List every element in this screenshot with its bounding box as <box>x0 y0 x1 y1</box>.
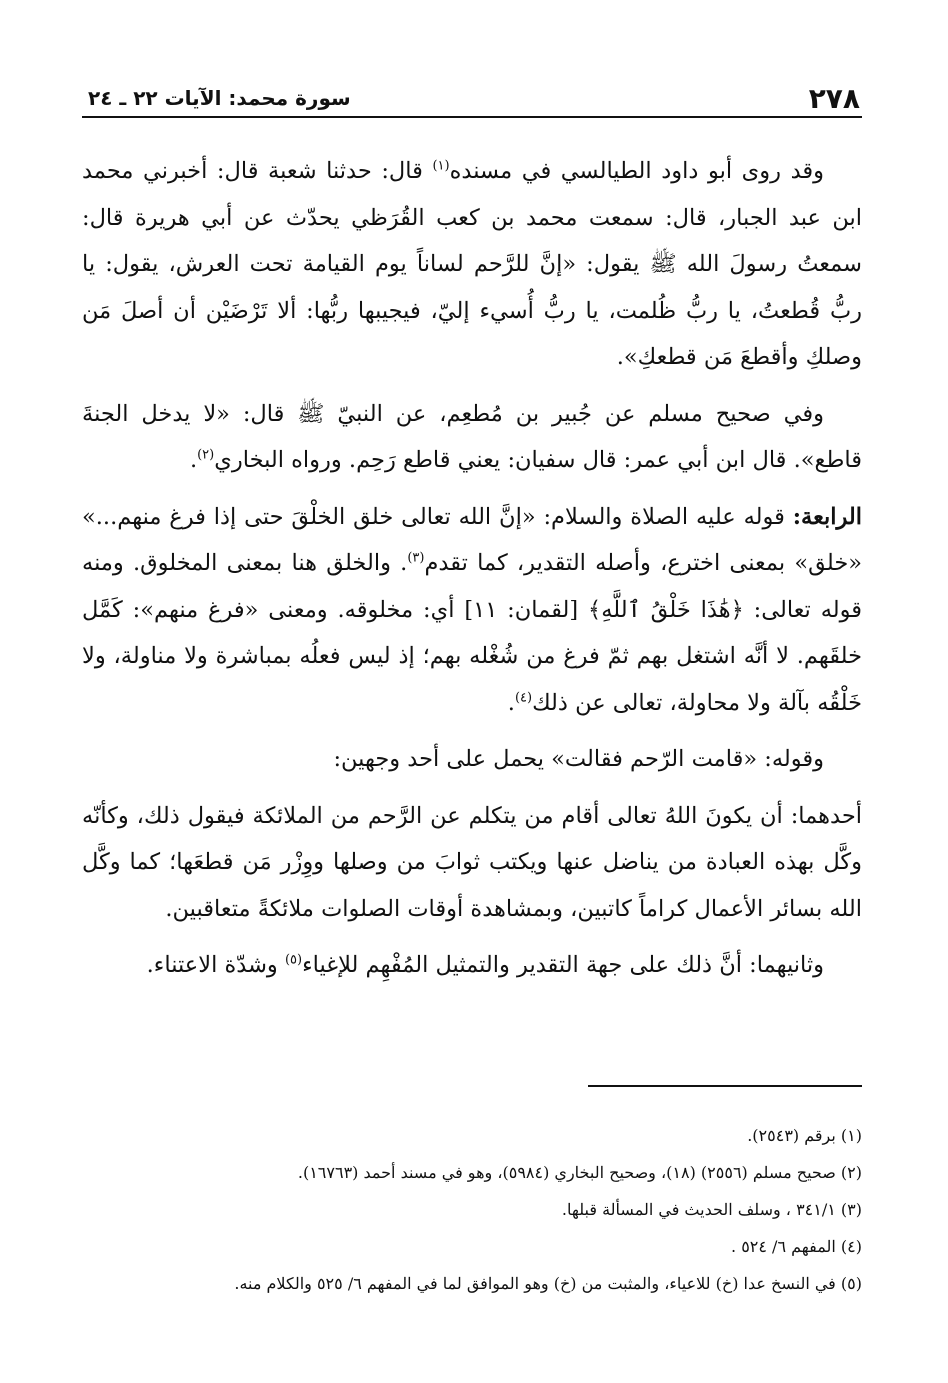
paragraph-first-interpretation <box>82 793 862 933</box>
paragraph-text: . <box>189 447 198 473</box>
footnote-reference: (٢) <box>197 447 215 463</box>
paragraph-text: أحدهما: أن يكونَ اللهُ تعالى أقام من يتكلم عن الرَّحم من الملائكة فيقول ذلك، وكأنّه وكَّل بهذه العبادة من يناضل عنها ويكتب ثوابَ من وصلها ووِزْر مَن قطعَها؛ كما وكَّل الله بسائر الأعمال كراماً كاتبين، وبمشاهدة أوقات الصلوات ملائكةً متعاقبين. <box>82 802 862 922</box>
footnote-separator <box>588 1085 862 1087</box>
chapter-title: سورة محمد: الآيات ٢٢ ـ ٢٤ <box>88 86 351 110</box>
paragraph-text: وثانيهما: أنَّ ذلك على جهة التقدير والتمثيل المُفْهِم للإغياء <box>302 952 824 978</box>
paragraph-text: . والخلق هنا بمعنى المخلوق. ومنه قوله تعالى: ﴿هَٰذَا خَلْقُ ٱللَّهِ﴾ [لقمان: ١١] أي: مخلوقه. ومعنى «فرغ منهم»: كَمَّل خلقَهم. لا أنَّه اشتغل بهم ثمّ فرغ من شُغْله بهم؛ إذ ليس فعلُه بمباشرة ولا مناولة، ولا خَلْقُه بآلة ولا محاولة، تعالى عن ذلك <box>82 550 862 716</box>
running-head <box>82 76 862 118</box>
paragraph-text: وشدّة الاعتناء. <box>146 952 285 978</box>
footnote-reference: (٤) <box>514 690 533 705</box>
paragraph-two-interpretations <box>82 736 862 783</box>
page-number: ٢٧٨ <box>808 82 860 115</box>
main-text <box>82 148 862 999</box>
footnote-2: (٢) صحيح مسلم (٢٥٥٦) (١٨)، وصحيح البخاري (٥٩٨٤)، وهو في مسند أحمد (١٦٧٦٣). <box>297 1163 862 1182</box>
footnote-3: (٣) ٣٤١/١ ، وسلف الحديث في المسألة قبلها. <box>561 1200 862 1219</box>
paragraph-text: وفي صحيح مسلم عن جُبير بن مُطعِم، عن النبيّ ﷺ قال: «لا يدخل الجنةَ قاطع». قال ابن أبي عمر: قال سفيان: يعني قاطع رَحِم. ورواه البخاري <box>82 400 862 473</box>
footnote-reference: (٥) <box>284 952 303 968</box>
section-lead-in: الرابعة: <box>792 503 862 530</box>
paragraph-text: وقد روى أبو داود الطيالسي في مسنده <box>449 158 825 184</box>
footnotes <box>82 1124 862 1309</box>
footnote-reference: (١) <box>432 158 450 174</box>
footnote-4: (٤) المفهم ٦/ ٥٢٤ . <box>731 1237 862 1256</box>
footnote-5: (٥) في النسخ عدا (خ) للاعياء، والمثبت من (خ) وهو الموافق لما في المفهم ٦/ ٥٢٥ والكلام منه. <box>234 1274 862 1293</box>
paragraph-text: قال: حدثنا شعبة قال: أخبرني محمد ابن عبد الجبار، قال: سمعت محمد بن كعب القُرَظي يحدّث عن أبي هريرة قال: سمعتُ رسولَ الله ﷺ يقول: «إنَّ للرَّحم لساناً يوم القيامة تحت العرش، يقول: يا ربُّ قُطعتُ، يا ربُّ ظُلمت، يا ربُّ أُسيء إليّ، فيجيبها ربُّها: ألا تَرْضَيْن أن أصلَ مَن وصلكِ وأقطعَ مَن قطعكِ». <box>82 158 862 370</box>
paragraph-sahih-muslim <box>82 391 862 484</box>
footnote-reference: (٣) <box>407 550 425 566</box>
footnote-1: (١) برقم (٢٥٤٣). <box>747 1126 862 1145</box>
paragraph-musnad-narration <box>82 148 862 381</box>
paragraph-text: . <box>507 689 515 716</box>
paragraph-text: قوله عليه الصلاة والسلام: «إنَّ الله تعالى خلق الخلْقَ حتى إذا فرغ منهم...» «خلق» بمعنى اخترع، وأصله التقدير، كما تقدم <box>82 503 862 576</box>
paragraph-second-interpretation <box>82 942 862 989</box>
paragraph-text: وقوله: «قامت الرّحم فقالت» يحمل على أحد وجهين: <box>333 746 824 772</box>
paragraph-fourth-issue <box>82 494 862 727</box>
